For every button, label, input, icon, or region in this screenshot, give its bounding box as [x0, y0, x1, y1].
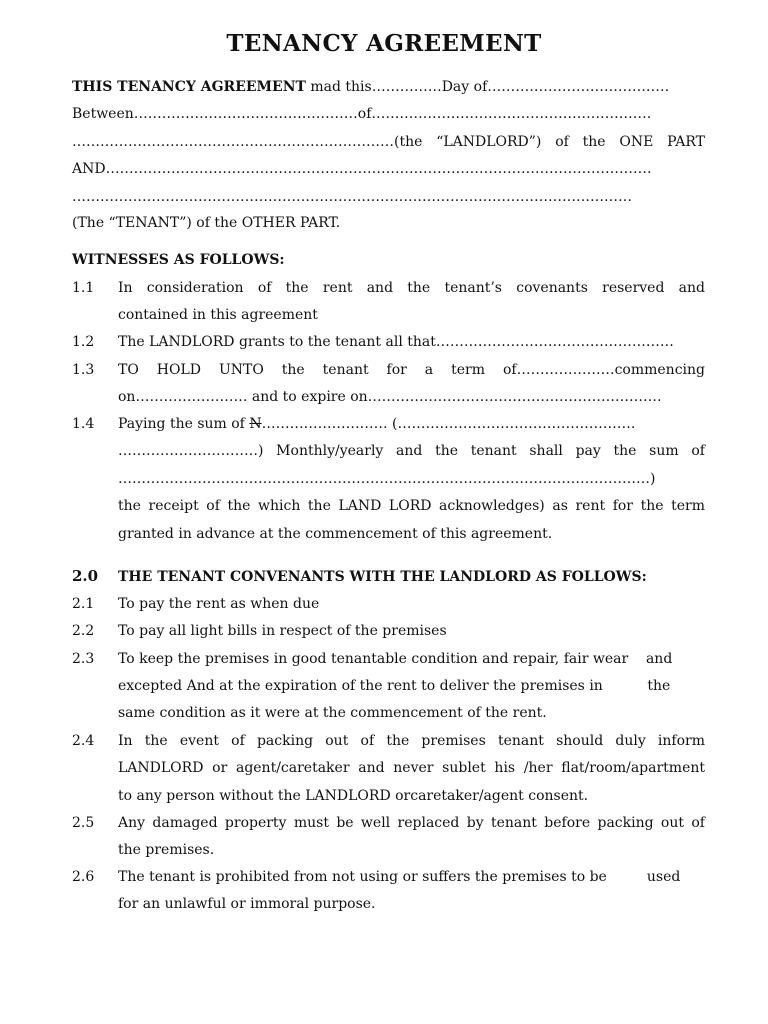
- clause-number: 1.4: [72, 416, 95, 432]
- clause-2-6-line-1-text: The tenant is prohibited from not using or suffers the premises to be used: [118, 869, 681, 885]
- intro-line-2: Between…………………………………………of……………………………………………………: [72, 106, 652, 122]
- clause-number: 2.2: [72, 623, 95, 639]
- intro-bold-lead: THIS TENANCY AGREEMENT: [72, 79, 306, 95]
- clause-1-4-line-3: ……………………………………………………………………………………………………): [118, 471, 656, 487]
- clause-1-4-lead: Paying the sum of: [118, 416, 250, 432]
- clause-1-4-line-2: …………………………) Monthly/yearly and the tenant shall pay the sum of: [118, 443, 705, 459]
- clause-1-1-line-2: contained in this agreement: [118, 307, 318, 323]
- clause-number: 2.4: [72, 733, 95, 749]
- naira-symbol: N: [249, 416, 262, 432]
- clause-number: 2.3: [72, 651, 95, 667]
- intro-line-1-rest: mad this……………Day of…………………………………: [305, 79, 670, 95]
- clause-2-4-line-1: In the event of packing out of the premises tenant should duly inform: [118, 733, 705, 749]
- clause-1-3-line-2: on…………………… and to expire on………………………………………………………: [118, 389, 662, 405]
- intro-line-1: [72, 78, 705, 96]
- clause-number: 2.5: [72, 815, 95, 831]
- clause-1-4-line-1: [118, 415, 705, 433]
- clause-2-5-line-2: the premises.: [118, 842, 215, 858]
- clause-1-4-line-4: the receipt of the which the LAND LORD acknowledges) as rent for the term: [118, 498, 705, 514]
- clause-number: 2.6: [72, 869, 95, 885]
- clause-number: 2.1: [72, 596, 95, 612]
- clause-2-4-line-3: to any person without the LANDLORD orcaretaker/agent consent.: [118, 788, 589, 804]
- clause-2-3-line-1: [118, 650, 705, 668]
- clause-2-3-line-2-text: excepted And at the expiration of the rent to deliver the premises in the: [118, 678, 671, 694]
- clause-1-3-line-1: TO HOLD UNTO the tenant for a term of…………………commencing: [118, 362, 705, 378]
- intro-line-6: (The “TENANT”) of the OTHER PART.: [72, 215, 341, 231]
- clause-1-4-blank: ……………………… (……………………………………………: [261, 416, 636, 432]
- clause-2-3-line-1-text: To keep the premises in good tenantable condition and repair, fair wear and: [118, 651, 673, 667]
- intro-line-5: …………………………………………………………………………………………………………: [72, 189, 632, 205]
- document-title: TENANCY AGREEMENT: [226, 30, 542, 57]
- clause-1-2-line-1: The LANDLORD grants to the tenant all that……………………………………………: [118, 334, 674, 350]
- clause-2-6-line-2: for an unlawful or immoral purpose.: [118, 896, 376, 912]
- clause-number: 1.2: [72, 334, 95, 350]
- section-2-number: 2.0: [72, 567, 99, 585]
- clause-number: 1.1: [72, 280, 95, 296]
- clause-2-4-line-2: LANDLORD or agent/caretaker and never sublet his /her flat/room/apartment: [118, 760, 705, 776]
- intro-line-3: ……………………………………………………………(the “LANDLORD”) of the ONE PART: [72, 134, 705, 150]
- clause-2-6-line-1: [118, 868, 705, 886]
- clause-2-2-line-1: To pay all light bills in respect of the premises: [118, 623, 447, 639]
- intro-line-4: AND………………………………………………………………………………………………………: [72, 161, 652, 177]
- witnesses-heading: WITNESSES AS FOLLOWS:: [72, 252, 285, 268]
- clause-number: 1.3: [72, 362, 95, 378]
- clause-2-1-line-1: To pay the rent as when due: [118, 596, 320, 612]
- clause-2-5-line-1: Any damaged property must be well replaced by tenant before packing out of: [118, 815, 705, 831]
- clause-1-1-line-1: In consideration of the rent and the tenant’s covenants reserved and: [118, 280, 705, 296]
- clause-1-4-line-5: granted in advance at the commencement of this agreement.: [118, 526, 553, 542]
- clause-2-3-line-3: same condition as it were at the commencement of the rent.: [118, 705, 547, 721]
- section-2-heading: THE TENANT CONVENANTS WITH THE LANDLORD AS FOLLOWS:: [118, 569, 647, 585]
- clause-2-3-line-2: [118, 677, 705, 695]
